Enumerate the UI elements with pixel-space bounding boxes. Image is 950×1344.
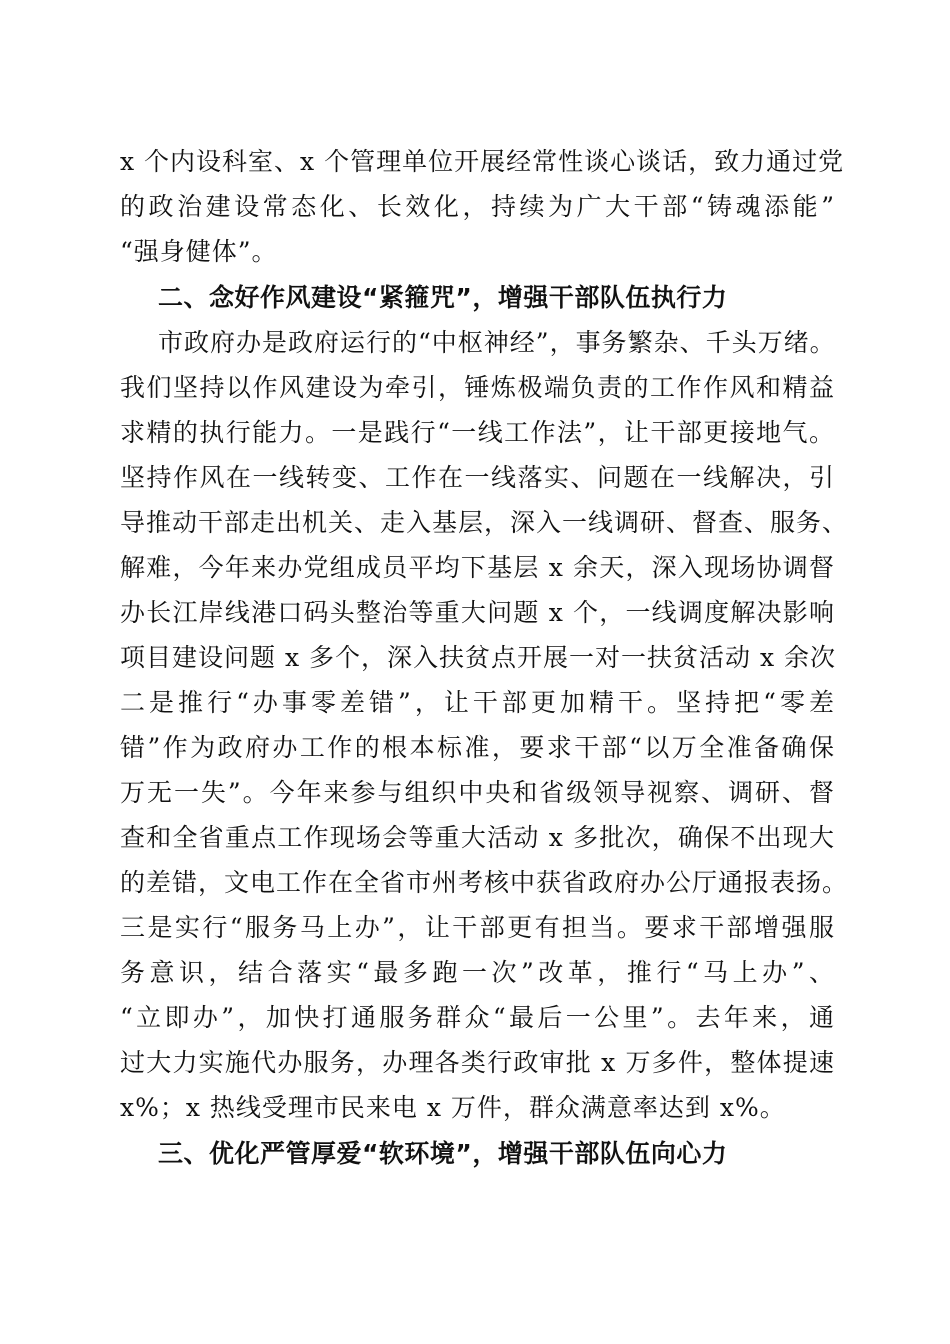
paragraph-line: “强身健体”。 — [120, 237, 278, 266]
paragraph-line: x 个内设科室、x 个管理单位开展经常性谈心谈话，致力通过党 — [120, 147, 845, 176]
paragraph-line: 求精的执行能力。一是践行“一线工作法”，让干部更接地气。 — [120, 418, 835, 447]
paragraph-line: 三是实行“服务马上办”，让干部更有担当。要求干部增强服 — [120, 913, 835, 942]
paragraph-line: 查和全省重点工作现场会等重大活动 x 多批次，确保不出现大 — [120, 823, 835, 852]
paragraph-line: 坚持作风在一线转变、工作在一线落实、问题在一线解决，引 — [120, 463, 835, 492]
paragraph-line: 市政府办是政府运行的“中枢神经”，事务繁杂、千头万绪。 — [158, 328, 836, 357]
paragraph-line: “立即办”，加快打通服务群众“最后一公里”。去年来，通 — [120, 1003, 835, 1032]
paragraph-line: 解难，今年来办党组成员平均下基层 x 余天，深入现场协调督 — [120, 553, 835, 582]
paragraph-line: 的差错，文电工作在全省市州考核中获省政府办公厅通报表扬。 — [120, 868, 849, 897]
paragraph-line: 办长江岸线港口码头整治等重大问题 x 个，一线调度解决影响 — [120, 598, 835, 627]
paragraph-line: 项目建设问题 x 多个，深入扶贫点开展一对一扶贫活动 x 余次 — [120, 643, 836, 672]
paragraph-line: 错”作为政府办工作的根本标准，要求干部“以万全准备确保 — [120, 733, 835, 762]
paragraph-line: 二是推行“办事零差错”，让干部更加精干。坚持把“零差 — [120, 688, 835, 717]
paragraph-line: 过大力实施代办服务，办理各类行政审批 x 万多件，整体提速 — [120, 1048, 835, 1077]
paragraph-line: 务意识，结合落实“最多跑一次”改革，推行“马上办”、 — [120, 958, 835, 987]
section-heading-2: 二、念好作风建设“紧箍咒”，增强干部队伍执行力 — [158, 283, 728, 312]
section-heading-3: 三、优化严管厚爱“软环境”，增强干部队伍向心力 — [158, 1139, 728, 1168]
paragraph-line: 导推动干部走出机关、走入基层，深入一线调研、督查、服务、 — [120, 508, 849, 537]
paragraph-line: x%；x 热线受理市民来电 x 万件，群众满意率达到 x%。 — [120, 1093, 786, 1122]
paragraph-line: 我们坚持以作风建设为牵引，锤炼极端负责的工作作风和精益 — [120, 373, 835, 402]
paragraph-line: 万无一失”。今年来参与组织中央和省级领导视察、调研、督 — [120, 778, 835, 807]
paragraph-line: 的政治建设常态化、长效化，持续为广大干部“铸魂添能” — [120, 192, 835, 221]
